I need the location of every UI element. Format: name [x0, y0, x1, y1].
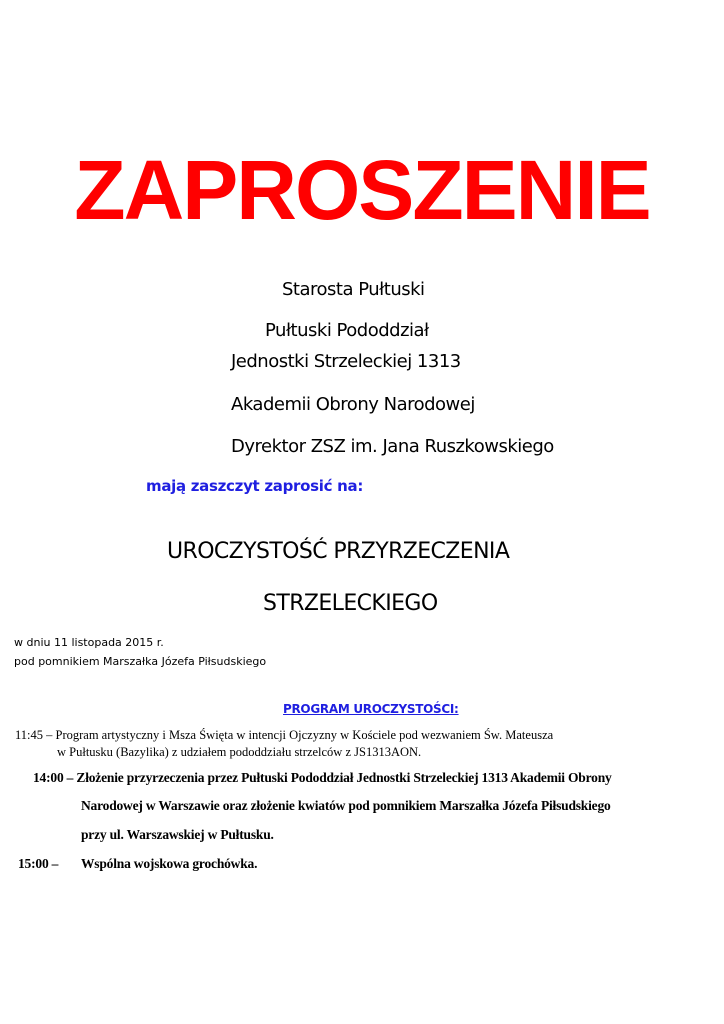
- organizer-akademia: Akademii Obrony Narodowej: [231, 394, 475, 415]
- program-item-1400-line3: przy ul. Warszawskiej w Pułtusku.: [81, 827, 274, 842]
- program-item-1400-line2: Narodowej w Warszawie oraz złożenie kwiatów pod pomnikiem Marszałka Józefa Piłsudskiego: [81, 798, 611, 813]
- invite-line: mają zaszczyt zaprosić na:: [146, 477, 364, 495]
- event-title-line1: UROCZYSTOŚĆ PRZYRZECZENIA: [167, 539, 510, 564]
- organizer-pododdzial: Pułtuski Pododdział: [265, 320, 429, 341]
- program-item-1500-text: Wspólna wojskowa grochówka.: [81, 856, 258, 871]
- program-item-1500-time: 15:00 –: [18, 856, 59, 871]
- organizer-dyrektor: Dyrektor ZSZ im. Jana Ruszkowskiego: [231, 436, 554, 457]
- event-date: w dniu 11 listopada 2015 r.: [14, 636, 164, 649]
- program-item-1145-line2: w Pułtusku (Bazylika) z udziałem pododdziału strzelców z JS1313AON.: [57, 745, 422, 759]
- event-title-line2: STRZELECKIEGO: [263, 591, 438, 616]
- program-heading: PROGRAM UROCZYSTOŚCI:: [283, 702, 459, 716]
- program-item-1145-line1: 11:45 – Program artystyczny i Msza Święta w intencji Ojczyzny w Kościele pod wezwaniem Św. Mateusza: [15, 728, 554, 742]
- organizer-starosta: Starosta Pułtuski: [282, 279, 425, 300]
- organizer-jednostka: Jednostki Strzeleckiej 1313: [231, 351, 461, 372]
- program-item-1400-line1: 14:00 – Złożenie przyrzeczenia przez Pułtuski Pododdział Jednostki Strzeleckiej 1313 Akademii Obrony: [33, 770, 612, 785]
- event-place: pod pomnikiem Marszałka Józefa Piłsudskiego: [14, 655, 267, 668]
- invitation-title: ZAPROSZENIE: [74, 143, 650, 237]
